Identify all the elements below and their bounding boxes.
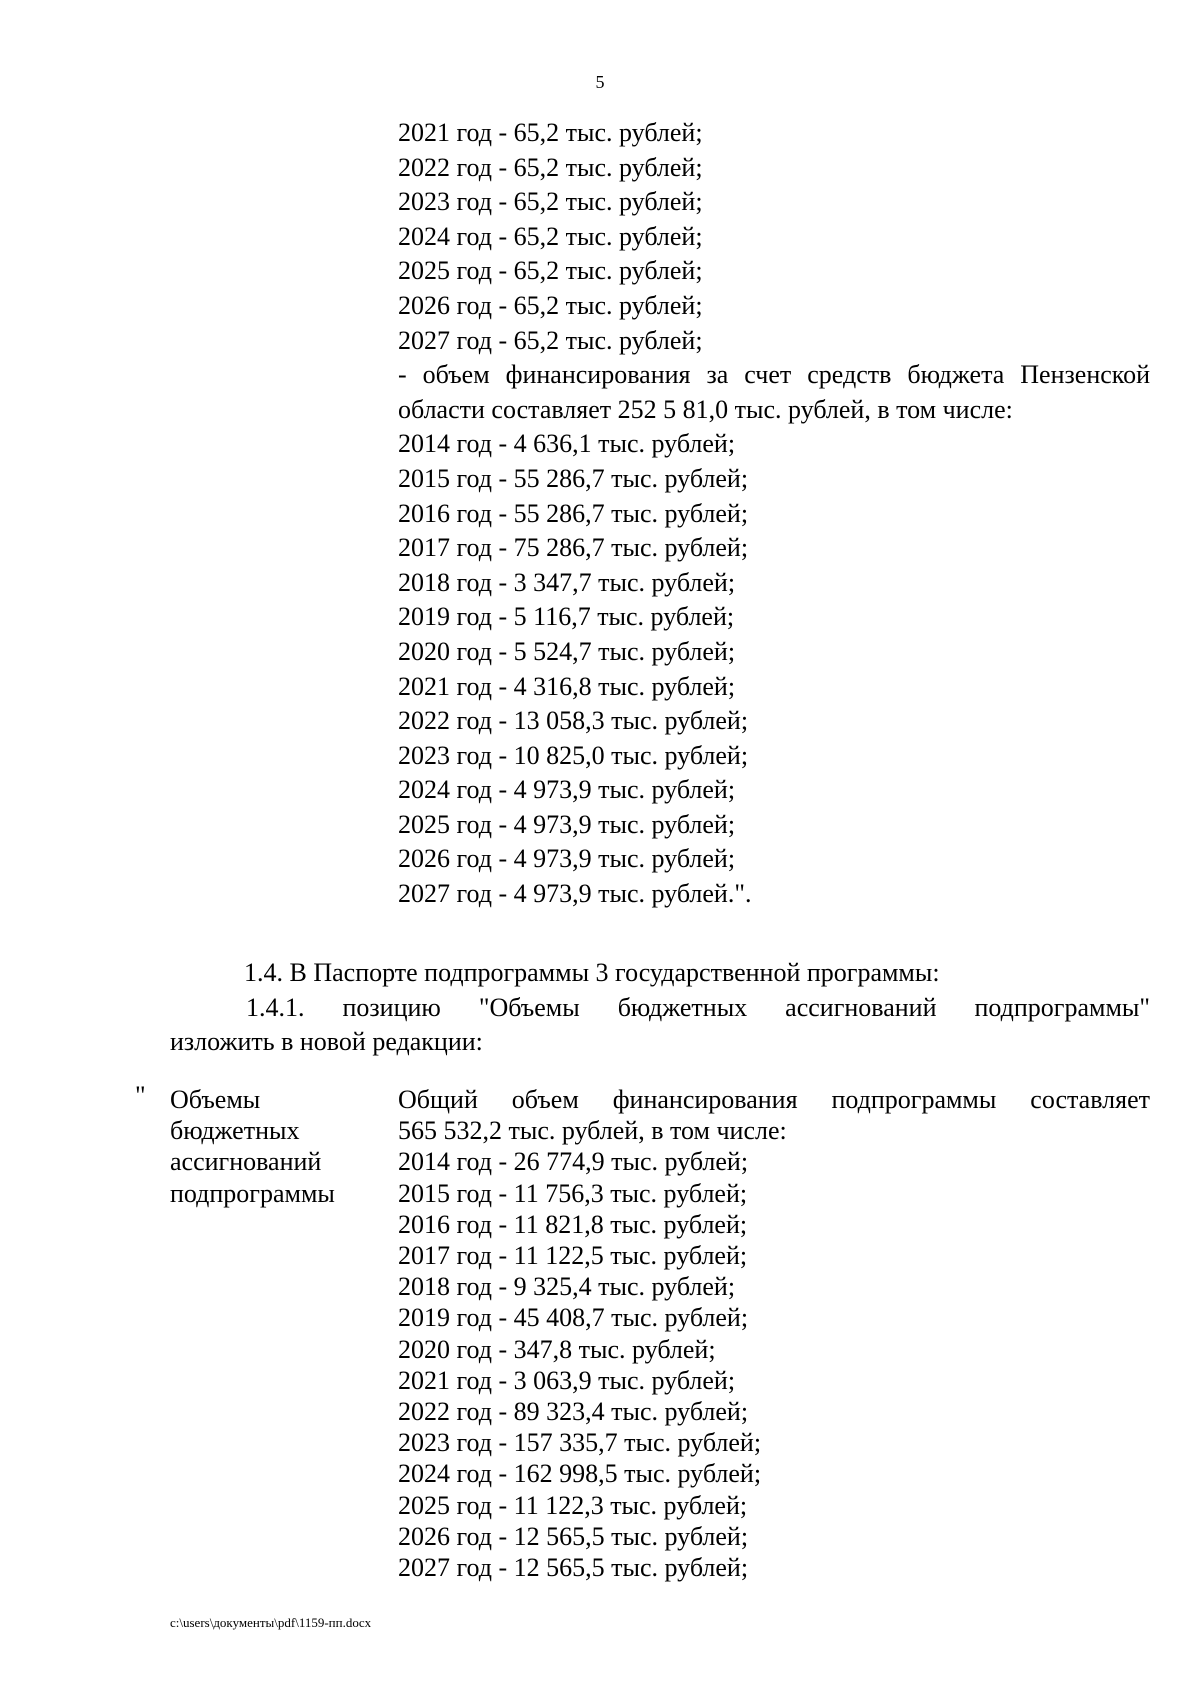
funding-line: 2020 год - 347,8 тыс. рублей;: [398, 1334, 716, 1364]
funding-line: 2017 год - 75 286,7 тыс. рублей;: [398, 533, 749, 563]
section-1-4: [170, 956, 1150, 1060]
funding-line: 2023 год - 157 335,7 тыс. рублей;: [398, 1428, 762, 1458]
funding-line: 2019 год - 45 408,7 тыс. рублей;: [398, 1303, 749, 1333]
item-1-4: 1.4. В Паспорте подпрограммы 3 государственной программы:: [244, 958, 940, 987]
file-path-footer: c:\users\документы\pdf\1159-пп.docx: [170, 1615, 372, 1630]
row-label-cell: [170, 1084, 370, 1209]
funding-line: 2022 год - 89 323,4 тыс. рублей;: [398, 1397, 749, 1427]
funding-line: 2026 год - 4 973,9 тыс. рублей;: [398, 844, 736, 874]
row-label-line: ассигнований: [170, 1147, 322, 1177]
opening-quote: ": [135, 1081, 146, 1110]
funding-line: 2026 год - 65,2 тыс. рублей;: [398, 290, 703, 320]
funding-line: 2023 год - 10 825,0 тыс. рублей;: [398, 740, 749, 770]
funding-line: 2019 год - 5 116,7 тыс. рублей;: [398, 602, 735, 632]
funding-line: 2014 год - 26 774,9 тыс. рублей;: [398, 1147, 749, 1177]
funding-line: 2027 год - 4 973,9 тыс. рублей.".: [398, 879, 752, 909]
funding-line: 2018 год - 3 347,7 тыс. рублей;: [398, 567, 736, 597]
funding-line: 2017 год - 11 122,5 тыс. рублей;: [398, 1241, 748, 1271]
total-funding-line-1: Общий объем финансирования подпрограммы составляет: [398, 1085, 1150, 1114]
funding-continuation-block: [398, 116, 1150, 912]
item-1-4-1-line-2: изложить в новой редакции:: [170, 1027, 483, 1057]
row-label-line: подпрограммы: [170, 1178, 335, 1208]
funding-line: 2024 год - 162 998,5 тыс. рублей;: [398, 1459, 762, 1489]
funding-line: 2016 год - 55 286,7 тыс. рублей;: [398, 498, 749, 528]
funding-line: 2015 год - 55 286,7 тыс. рублей;: [398, 463, 749, 493]
regional-budget-paragraph-line-1: - объем финансирования за счет средств бюджета Пензенской: [398, 360, 1150, 390]
funding-line: 2025 год - 11 122,3 тыс. рублей;: [398, 1490, 748, 1520]
funding-line: 2023 год - 65,2 тыс. рублей;: [398, 187, 703, 217]
funding-line: 2027 год - 65,2 тыс. рублей;: [398, 325, 703, 355]
funding-line: 2022 год - 65,2 тыс. рублей;: [398, 152, 703, 182]
item-1-4-1-line-1: 1.4.1. позицию "Объемы бюджетных ассигнований подпрограммы": [246, 992, 1150, 1022]
funding-line: 2022 год - 13 058,3 тыс. рублей;: [398, 706, 749, 736]
page-number: 5: [595, 72, 605, 92]
funding-line: 2021 год - 65,2 тыс. рублей;: [398, 118, 703, 147]
row-label-line: Объемы: [170, 1085, 261, 1114]
funding-line: 2021 год - 3 063,9 тыс. рублей;: [398, 1365, 736, 1395]
funding-line: 2027 год - 12 565,5 тыс. рублей;: [398, 1553, 749, 1583]
funding-line: 2021 год - 4 316,8 тыс. рублей;: [398, 671, 736, 701]
funding-line: 2024 год - 65,2 тыс. рублей;: [398, 221, 703, 251]
funding-line: 2016 год - 11 821,8 тыс. рублей;: [398, 1209, 748, 1239]
row-value-cell: [398, 1084, 1150, 1583]
row-label-line: бюджетных: [170, 1116, 300, 1146]
funding-line: 2014 год - 4 636,1 тыс. рублей;: [398, 429, 736, 459]
funding-line: 2025 год - 65,2 тыс. рублей;: [398, 256, 703, 286]
funding-line: 2020 год - 5 524,7 тыс. рублей;: [398, 636, 736, 666]
total-funding-line-2: 565 532,2 тыс. рублей, в том числе:: [398, 1116, 787, 1146]
funding-line: 2025 год - 4 973,9 тыс. рублей;: [398, 809, 736, 839]
funding-line: 2018 год - 9 325,4 тыс. рублей;: [398, 1272, 736, 1302]
funding-line: 2024 год - 4 973,9 тыс. рублей;: [398, 775, 736, 805]
funding-line: 2015 год - 11 756,3 тыс. рублей;: [398, 1178, 748, 1208]
funding-line: 2026 год - 12 565,5 тыс. рублей;: [398, 1521, 749, 1551]
regional-budget-paragraph-line-2: области составляет 252 5 81,0 тыс. рублей, в том числе:: [398, 394, 1013, 424]
